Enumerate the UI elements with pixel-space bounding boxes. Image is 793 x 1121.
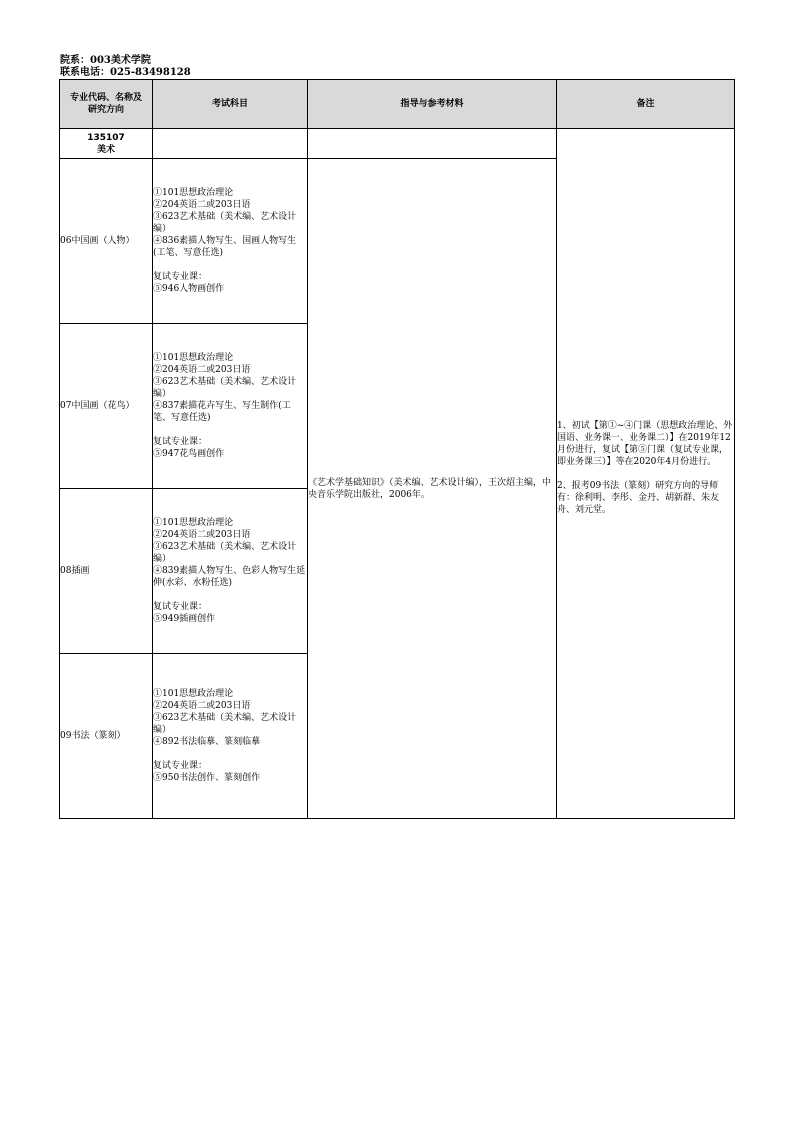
col-header-reference: 指导与参考材料 [308, 80, 557, 129]
major-code: 135107 [87, 132, 125, 143]
phone-label: 联系电话：025-83498128 [60, 67, 191, 78]
subject-item: ①101思想政治理论 [153, 188, 234, 198]
retest-label: 复试专业课： [153, 602, 208, 612]
direction-name: 06中国画（人物） [60, 159, 153, 324]
spacer [153, 424, 307, 436]
subject-item: ②204英语二或203日语 [153, 200, 251, 210]
subjects-cell [153, 324, 308, 489]
major-cell [60, 129, 153, 159]
subject-item: ④836素描人物写生、国画人物写生(工笔、写意任选) [153, 236, 297, 258]
retest-subject: ⑤949插画创作 [153, 614, 216, 624]
note-item: 1、初试【第①~④门课（思想政治理论、外国语、业务课一、业务课二）】在2019年12月份进行，复试【第⑤门课（复试专业课，即业务课三）】等在2020年4月份进行。 [557, 420, 733, 467]
major-row [60, 129, 735, 159]
spacer [153, 589, 307, 601]
subjects-cell [153, 159, 308, 324]
spacer [153, 748, 307, 760]
subject-item: ④892书法临摹、篆刻临摹 [153, 737, 261, 747]
direction-name: 07中国画（花鸟） [60, 324, 153, 489]
subject-item: ③623艺术基础（美术编、艺术设计编） [153, 212, 297, 234]
subject-item: ③623艺术基础（美术编、艺术设计编） [153, 377, 297, 399]
subject-item: ①101思想政治理论 [153, 353, 234, 363]
retest-subject: ⑤947花鸟画创作 [153, 449, 225, 459]
major-reference-cell [308, 129, 557, 159]
subject-item: ③623艺术基础（美术编、艺术设计编） [153, 542, 297, 564]
col-header-notes: 备注 [557, 80, 735, 129]
retest-subject: ⑤946人物画创作 [153, 284, 225, 294]
table-header-row [60, 80, 735, 129]
col-header-major: 专业代码、名称及研究方向 [60, 80, 153, 129]
retest-subject: ⑤950书法创作、篆刻创作 [153, 773, 261, 783]
subject-item: ④837素描花卉写生、写生制作(工笔、写意任选) [153, 401, 291, 423]
direction-name: 09书法（篆刻） [60, 654, 153, 819]
col-header-subjects: 考试科目 [153, 80, 308, 129]
subject-item: ②204英语二或203日语 [153, 701, 251, 711]
subjects-cell [153, 654, 308, 819]
retest-label: 复试专业课： [153, 272, 208, 282]
spacer [153, 259, 307, 271]
major-name: 美术 [96, 144, 115, 155]
direction-name: 08插画 [60, 489, 153, 654]
major-subjects-cell [153, 129, 308, 159]
subject-item: ①101思想政治理论 [153, 518, 234, 528]
reference-cell: 《艺术学基础知识》（美术编、艺术设计编），王次炤主编，中央音乐学院出版社，2006年。 [308, 159, 557, 819]
department-label: 院系：003美术学院 [60, 55, 151, 66]
retest-label: 复试专业课： [153, 761, 208, 771]
subject-item: ③623艺术基础（美术编、艺术设计编） [153, 713, 297, 735]
admission-table [59, 79, 735, 819]
subject-item: ④839素描人物写生、色彩人物写生延伸(水彩、水粉任选) [153, 566, 306, 588]
subject-item: ②204英语二或203日语 [153, 365, 251, 375]
subjects-cell [153, 489, 308, 654]
subject-item: ①101思想政治理论 [153, 689, 234, 699]
retest-label: 复试专业课： [153, 437, 208, 447]
note-item: 2、报考09书法（篆刻）研究方向的导师有：徐利明、李彤、金丹、胡新群、朱友舟、刘元堂。 [557, 480, 720, 515]
subject-item: ②204英语二或203日语 [153, 530, 251, 540]
notes-cell [557, 129, 735, 819]
